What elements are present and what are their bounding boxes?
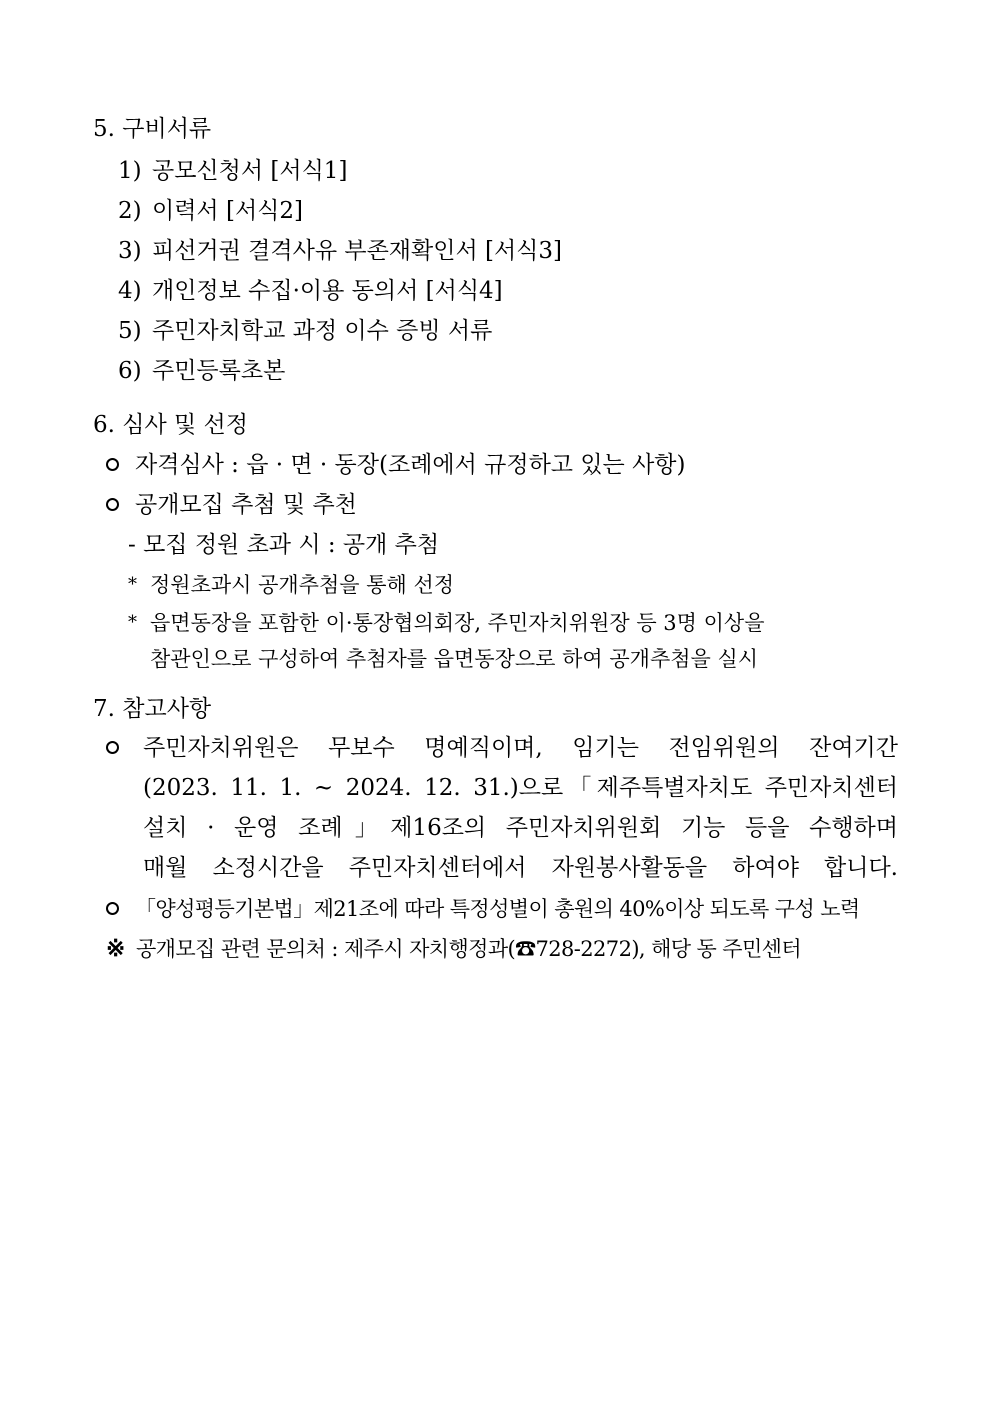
dash-item: - 모집 정원 초과 시 : 공개 추첨: [128, 532, 440, 558]
item-number: 1): [118, 158, 142, 184]
item-text: 주민자치학교 과정 이수 증빙 서류: [152, 318, 493, 344]
item-number: 6): [118, 358, 142, 384]
star-note: [128, 608, 898, 638]
bullet-paragraph: [143, 733, 898, 893]
asterisk-icon: *: [128, 612, 137, 633]
list-item: [118, 316, 492, 346]
section-7-title: 7. 참고사항: [93, 696, 212, 722]
item-text: 주민등록초본: [152, 358, 286, 384]
paragraph-line: 주민자치위원은 무보수 명예직이며, 임기는 전임위원의 잔여기간: [143, 735, 898, 761]
item-text: 피선거권 결격사유 부존재확인서 [서식3]: [152, 238, 563, 264]
paragraph-line: (2023. 11. 1. ~ 2024. 12. 31.)으로「제주특별자치도 주민자치센터: [143, 775, 898, 801]
star-note-continuation: 참관인으로 구성하여 추첨자를 읍면동장으로 하여 공개추첨을 실시: [150, 647, 759, 671]
asterisk-icon: *: [128, 574, 137, 595]
item-text: 공모신청서 [서식1]: [152, 158, 348, 184]
item-number: 3): [118, 238, 142, 264]
circle-bullet-icon: [106, 741, 119, 754]
star-note: [128, 570, 454, 600]
bullet-item: [106, 894, 860, 924]
item-number: 2): [118, 198, 142, 224]
circle-bullet-icon: [106, 458, 119, 471]
circle-bullet-icon: [106, 902, 119, 915]
list-item: [118, 276, 503, 306]
reference-note-text: 공개모집 관련 문의처 : 제주시 자치행정과(☎728-2272), 해당 동 주민센터: [136, 937, 802, 961]
circle-bullet-icon: [106, 498, 119, 511]
reference-mark-icon: ※: [106, 935, 126, 962]
item-text: 이력서 [서식2]: [152, 198, 303, 224]
bullet-item: [106, 490, 357, 520]
paragraph-line: 설치 · 운영 조례」제16조의 주민자치위원회 기능 등을 수행하며: [143, 815, 898, 841]
reference-note: [106, 934, 801, 964]
list-item: [118, 356, 285, 386]
circle-bullet-icon-row: [106, 733, 135, 763]
section-5-title: 5. 구비서류: [93, 116, 212, 142]
section-6-title: 6. 심사 및 선정: [93, 412, 248, 438]
star-note-text: 읍면동장을 포함한 이·통장협의회장, 주민자치위원장 등 3명 이상을: [150, 611, 765, 635]
item-number: 4): [118, 278, 142, 304]
list-item: [118, 196, 303, 226]
bullet-item: [106, 450, 685, 480]
bullet-text: 공개모집 추첨 및 추천: [135, 492, 357, 518]
bullet-text: 자격심사 : 읍 · 면 · 동장(조례에서 규정하고 있는 사항): [135, 452, 686, 478]
list-item: [118, 236, 562, 266]
item-text: 개인정보 수집·이용 동의서 [서식4]: [152, 278, 503, 304]
item-number: 5): [118, 318, 142, 344]
star-note-text: 정원초과시 공개추첨을 통해 선정: [150, 573, 455, 597]
list-item: [118, 156, 347, 186]
bullet-text: 「양성평등기본법」제21조에 따라 특정성별이 총원의 40%이상 되도록 구성 노력: [135, 897, 860, 921]
paragraph-line: 매월 소정시간을 주민자치센터에서 자원봉사활동을 하여야 합니다.: [143, 855, 898, 881]
